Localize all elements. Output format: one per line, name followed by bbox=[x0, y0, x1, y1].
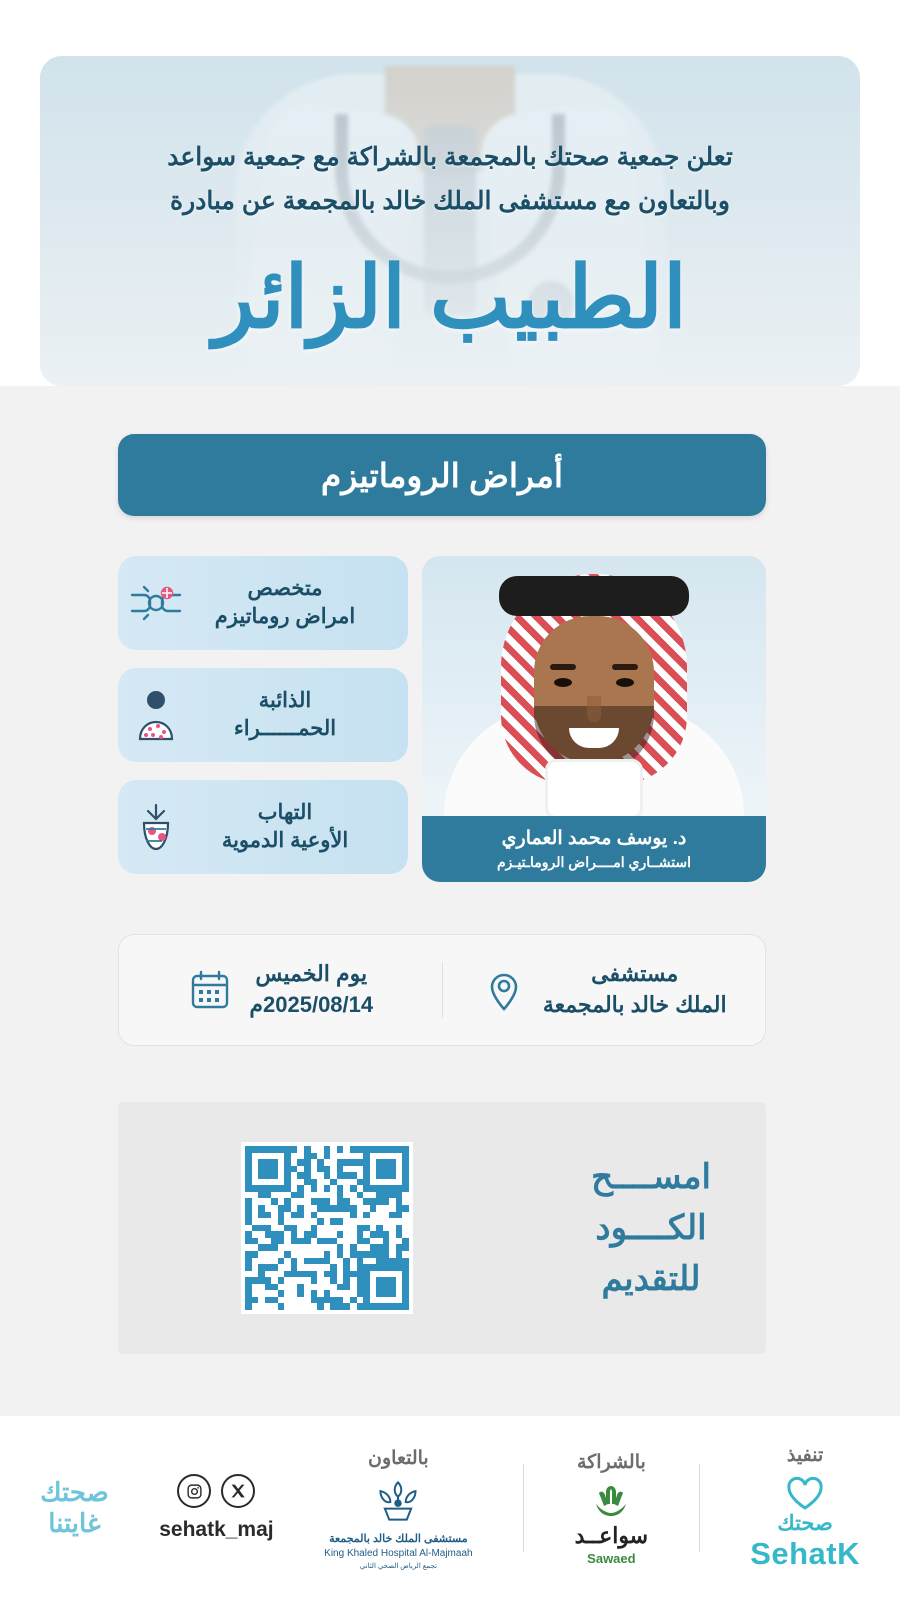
qr-wrapper bbox=[118, 1142, 536, 1314]
qr-code[interactable] bbox=[241, 1142, 413, 1314]
feature-text bbox=[188, 575, 390, 632]
igal-band-shape bbox=[499, 576, 689, 616]
cooperation-label: بالتعاون bbox=[368, 1447, 429, 1469]
sehatk-logo bbox=[750, 1475, 860, 1572]
feature-line-2: الأوعية الدموية bbox=[221, 829, 349, 852]
calendar-icon bbox=[187, 967, 233, 1013]
hospital-logo-icon bbox=[365, 1478, 431, 1529]
partnership-label: بالشراكة bbox=[576, 1451, 646, 1473]
footer-execution bbox=[750, 1444, 860, 1572]
date-line-1: يوم الخميس bbox=[255, 961, 368, 987]
qr-line-2: الكــــود bbox=[595, 1208, 707, 1247]
instagram-icon[interactable] bbox=[177, 1474, 211, 1508]
feature-line-2: الحمــــــراء bbox=[233, 717, 337, 740]
eye-right bbox=[616, 678, 634, 687]
footer-divider-2 bbox=[523, 1464, 524, 1552]
info-divider bbox=[442, 962, 443, 1018]
date-text bbox=[249, 959, 373, 1021]
joint-inflammation-icon bbox=[124, 571, 188, 635]
event-place bbox=[443, 959, 766, 1021]
sawaed-english: Sawaed bbox=[587, 1550, 636, 1566]
qr-line-1: امســــح bbox=[591, 1157, 711, 1196]
location-pin-icon bbox=[481, 967, 527, 1013]
footer bbox=[0, 1416, 900, 1600]
hero-line-1: تعلن جمعية صحتك بالمجمعة بالشراكة مع جمعية سواعد bbox=[167, 143, 733, 171]
feature-line-2: امراض روماتيزم bbox=[214, 605, 356, 628]
footer-slogan bbox=[40, 1477, 109, 1539]
eyebrow-left bbox=[550, 664, 576, 670]
doctor-name: د. يوسف محمد العماري bbox=[501, 828, 687, 849]
date-line-2: 2025/08/14م bbox=[249, 992, 374, 1017]
sawaed-logo bbox=[575, 1482, 648, 1566]
footer-social bbox=[159, 1474, 273, 1542]
kkh-english: King Khaled Hospital Al-Majmaah bbox=[324, 1547, 473, 1559]
hero-text-block bbox=[40, 56, 860, 386]
lupus-rash-patient-icon bbox=[124, 683, 188, 747]
doctor-card bbox=[422, 556, 766, 882]
specialty-banner bbox=[118, 434, 766, 516]
qr-line-3: للتقديم bbox=[601, 1259, 701, 1298]
place-text bbox=[543, 959, 727, 1021]
nose-shape bbox=[587, 696, 601, 722]
doctor-role: استشــاري امــــراض الروماـتيـزم bbox=[496, 854, 692, 870]
footer-partnership bbox=[575, 1451, 648, 1566]
execution-label: تنفيذ bbox=[786, 1445, 824, 1466]
sehatk-arabic: صحتك bbox=[777, 1512, 833, 1535]
event-date bbox=[119, 959, 442, 1021]
kkh-sub: تجمع الرياض الصحي الثاني bbox=[359, 1562, 437, 1570]
eye-left bbox=[554, 678, 572, 687]
feature-line-1: الذائبة bbox=[258, 688, 312, 712]
qr-section bbox=[118, 1102, 766, 1354]
feature-text bbox=[188, 799, 390, 856]
footer-divider-1 bbox=[699, 1464, 700, 1552]
specialty-label: أمراض الروماتيزم bbox=[320, 456, 564, 494]
place-line-2: الملك خالد بالمجمعة bbox=[542, 992, 727, 1017]
heart-icon bbox=[785, 1475, 825, 1511]
sehatk-word: SehatK bbox=[750, 1536, 860, 1571]
place-line-1: مستشفى bbox=[591, 961, 679, 987]
x-twitter-icon[interactable] bbox=[221, 1474, 255, 1508]
hero-line-2: وبالتعاون مع مستشفى الملك خالد بالمجمعة عن مبادرة bbox=[170, 186, 730, 215]
feature-item-lupus bbox=[118, 668, 408, 762]
feature-text bbox=[188, 687, 390, 744]
social-icons-row bbox=[177, 1474, 255, 1508]
eyebrow-right bbox=[612, 664, 638, 670]
feature-item-rheumatology bbox=[118, 556, 408, 650]
hero-title: الطبيب الزائر bbox=[213, 249, 687, 346]
social-handle[interactable]: sehatk_maj bbox=[159, 1518, 274, 1541]
qr-instruction bbox=[536, 1152, 766, 1305]
feature-line-1: متخصص bbox=[247, 576, 323, 600]
sawaed-arabic: سواعــد bbox=[574, 1522, 649, 1548]
hands-icon bbox=[588, 1482, 634, 1521]
hero-banner bbox=[40, 56, 860, 386]
kkh-logo bbox=[324, 1478, 472, 1570]
qr-grid bbox=[245, 1146, 409, 1310]
feature-line-1: التهاب bbox=[257, 800, 313, 824]
slogan-line-2: غايتنا bbox=[48, 1508, 101, 1538]
footer-cooperation bbox=[324, 1447, 472, 1570]
features-list bbox=[118, 556, 408, 874]
vasculitis-icon bbox=[124, 795, 188, 859]
doctor-name-bar bbox=[422, 816, 766, 882]
kkh-arabic: مستشفى الملك خالد بالمجمعة bbox=[329, 1532, 468, 1545]
doctor-photo bbox=[422, 556, 766, 816]
feature-item-vasculitis bbox=[118, 780, 408, 874]
thobe-collar-shape bbox=[548, 762, 640, 816]
slogan-line-1: صحتك bbox=[40, 1477, 109, 1507]
event-info-strip bbox=[118, 934, 766, 1046]
